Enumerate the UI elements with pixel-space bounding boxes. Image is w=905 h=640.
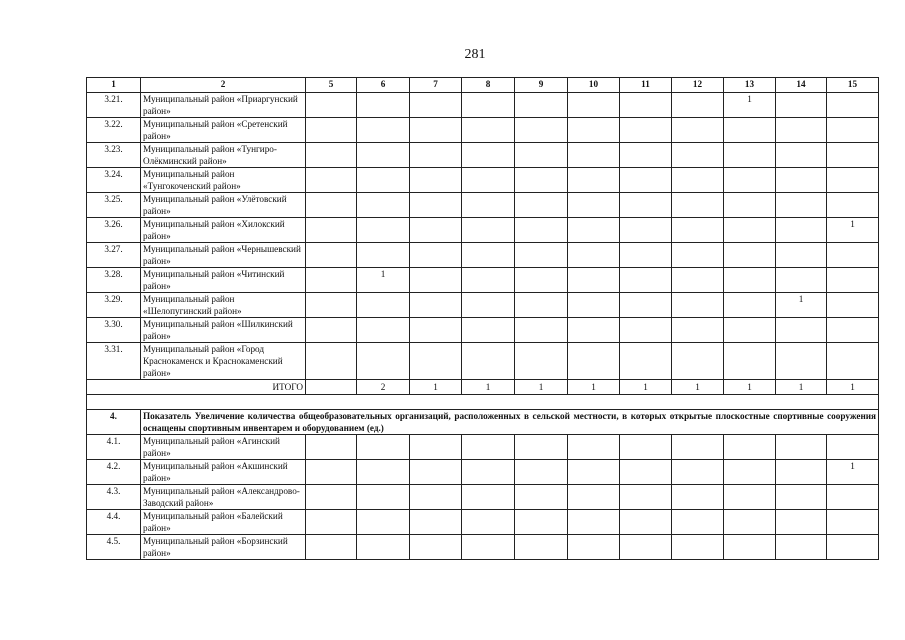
table-cell <box>776 193 827 218</box>
spacer-row <box>87 395 879 410</box>
table-cell <box>827 485 879 510</box>
table-cell <box>515 318 568 343</box>
column-header: 10 <box>568 78 620 93</box>
table-cell <box>724 268 776 293</box>
district-name: Муниципальный район «Хилокский район» <box>141 218 306 243</box>
table-row <box>87 510 879 535</box>
table-cell <box>357 243 410 268</box>
table-cell <box>620 268 672 293</box>
table-cell <box>306 343 357 380</box>
table-cell <box>620 510 672 535</box>
table-cell: 1 <box>462 380 515 395</box>
table-cell: 1 <box>515 380 568 395</box>
table-cell <box>357 193 410 218</box>
table-cell <box>568 218 620 243</box>
table-cell: 1 <box>568 380 620 395</box>
table-cell <box>568 293 620 318</box>
table-cell <box>306 243 357 268</box>
table-cell <box>410 318 462 343</box>
table-cell <box>776 535 827 560</box>
table-cell <box>672 460 724 485</box>
table-cell <box>568 193 620 218</box>
table-cell <box>515 243 568 268</box>
table-cell <box>568 435 620 460</box>
table-cell <box>357 293 410 318</box>
table-cell <box>306 168 357 193</box>
table-cell <box>827 93 879 118</box>
table-cell <box>620 193 672 218</box>
row-number: 3.24. <box>87 168 141 193</box>
table-cell <box>776 318 827 343</box>
table-cell: 1 <box>672 380 724 395</box>
table-cell <box>672 435 724 460</box>
table-cell <box>357 435 410 460</box>
table-cell <box>306 93 357 118</box>
table-cell <box>724 143 776 168</box>
table-cell <box>462 168 515 193</box>
table-row <box>87 343 879 380</box>
table-cell <box>410 168 462 193</box>
district-name: Муниципальный район «Агинский район» <box>141 435 306 460</box>
table-cell: 1 <box>724 93 776 118</box>
table-row <box>87 168 879 193</box>
table-cell <box>462 460 515 485</box>
row-number: 3.31. <box>87 343 141 380</box>
table-cell <box>357 93 410 118</box>
row-number: 4.3. <box>87 485 141 510</box>
table-cell <box>827 143 879 168</box>
table-cell <box>515 343 568 380</box>
table-cell <box>410 143 462 168</box>
table-cell <box>357 535 410 560</box>
table-cell <box>357 343 410 380</box>
table-cell <box>672 118 724 143</box>
row-number: 4.5. <box>87 535 141 560</box>
table-cell <box>568 268 620 293</box>
section-number: 4. <box>87 410 141 435</box>
table-cell <box>462 293 515 318</box>
table-cell <box>672 343 724 380</box>
table-row <box>87 268 879 293</box>
table-cell <box>515 93 568 118</box>
table-cell <box>620 343 672 380</box>
page-number: 281 <box>464 47 486 62</box>
table-cell: 2 <box>357 380 410 395</box>
table-cell <box>410 243 462 268</box>
table-row <box>87 460 879 485</box>
table-cell <box>515 268 568 293</box>
total-label: ИТОГО <box>87 380 306 395</box>
table-cell <box>462 218 515 243</box>
table-cell <box>724 460 776 485</box>
table-cell <box>462 535 515 560</box>
district-name: Муниципальный район «Приаргунский район» <box>141 93 306 118</box>
table-cell <box>568 460 620 485</box>
table-cell <box>462 243 515 268</box>
table-cell <box>515 193 568 218</box>
header-row <box>87 78 879 93</box>
district-name: Муниципальный район «Чернышевский район» <box>141 243 306 268</box>
table-cell <box>306 460 357 485</box>
table-cell <box>462 435 515 460</box>
table-cell <box>357 460 410 485</box>
district-name: Муниципальный район «Сретенский район» <box>141 118 306 143</box>
table-cell <box>724 485 776 510</box>
row-number: 4.4. <box>87 510 141 535</box>
district-name: Муниципальный район «Акшинский район» <box>141 460 306 485</box>
table-cell <box>724 318 776 343</box>
table-cell: 1 <box>620 380 672 395</box>
table-cell <box>827 118 879 143</box>
table-row <box>87 93 879 118</box>
table-cell <box>306 118 357 143</box>
table-cell <box>410 193 462 218</box>
table-cell <box>306 143 357 168</box>
row-number: 3.22. <box>87 118 141 143</box>
table-cell <box>724 243 776 268</box>
table-row <box>87 243 879 268</box>
table-row <box>87 485 879 510</box>
table-cell <box>306 318 357 343</box>
table-cell <box>672 510 724 535</box>
table-cell <box>776 243 827 268</box>
table-cell <box>515 535 568 560</box>
row-number: 3.21. <box>87 93 141 118</box>
table-cell <box>776 460 827 485</box>
table-cell <box>357 218 410 243</box>
table-cell <box>515 435 568 460</box>
table-cell <box>620 143 672 168</box>
table-cell: 1 <box>776 380 827 395</box>
table-cell <box>568 243 620 268</box>
row-number: 3.23. <box>87 143 141 168</box>
district-name: Муниципальный район «Улётовский район» <box>141 193 306 218</box>
column-header: 14 <box>776 78 827 93</box>
table-cell <box>776 343 827 380</box>
row-number: 3.29. <box>87 293 141 318</box>
table-cell <box>620 243 672 268</box>
table-cell <box>620 435 672 460</box>
district-name: Муниципальный район «Город Краснокаменск и Краснокаменский район» <box>141 343 306 380</box>
table-cell <box>672 193 724 218</box>
table-cell <box>462 93 515 118</box>
table-cell <box>306 218 357 243</box>
table-cell <box>357 318 410 343</box>
section-title: Показатель Увеличение количества общеобразовательных организаций, расположенных в сельской местности, в которых открытые плоскостные спортивные сооружения оснащены спортивным инвентарем и оборудованием (ед.) <box>141 410 879 435</box>
table-cell <box>724 535 776 560</box>
table-cell <box>462 268 515 293</box>
table-cell <box>672 168 724 193</box>
table-row <box>87 118 879 143</box>
table-row <box>87 143 879 168</box>
table-cell <box>672 93 724 118</box>
table-cell <box>776 268 827 293</box>
table-cell <box>827 343 879 380</box>
table-cell <box>620 460 672 485</box>
table-cell <box>827 168 879 193</box>
row-number: 3.27. <box>87 243 141 268</box>
table-cell <box>515 460 568 485</box>
table-cell <box>515 218 568 243</box>
column-header: 13 <box>724 78 776 93</box>
table-cell <box>672 143 724 168</box>
table-cell <box>515 143 568 168</box>
table-cell <box>410 510 462 535</box>
table-cell <box>568 118 620 143</box>
table-cell <box>620 293 672 318</box>
table-cell <box>410 93 462 118</box>
total-row <box>87 380 879 395</box>
table-cell <box>672 293 724 318</box>
table-cell: 1 <box>827 218 879 243</box>
table-cell <box>620 118 672 143</box>
table-cell <box>306 193 357 218</box>
district-name: Муниципальный район «Читинский район» <box>141 268 306 293</box>
table-cell <box>357 485 410 510</box>
column-header: 15 <box>827 78 879 93</box>
row-number: 3.30. <box>87 318 141 343</box>
table-cell: 1 <box>776 293 827 318</box>
table-row <box>87 193 879 218</box>
table-cell <box>410 485 462 510</box>
table-cell <box>724 168 776 193</box>
table-cell <box>724 193 776 218</box>
table-cell <box>515 118 568 143</box>
table-cell <box>724 510 776 535</box>
table-cell <box>568 343 620 380</box>
table-row <box>87 318 879 343</box>
table-cell <box>776 485 827 510</box>
table-cell <box>306 435 357 460</box>
table-cell <box>462 485 515 510</box>
table-cell <box>410 118 462 143</box>
table-cell <box>410 460 462 485</box>
table-cell <box>515 293 568 318</box>
row-number: 4.1. <box>87 435 141 460</box>
table-cell <box>462 318 515 343</box>
table-cell <box>410 268 462 293</box>
table-cell <box>306 380 357 395</box>
table-cell <box>620 318 672 343</box>
section-row <box>87 410 879 435</box>
table-cell <box>827 293 879 318</box>
table-cell <box>827 193 879 218</box>
row-number: 3.28. <box>87 268 141 293</box>
table-cell <box>620 93 672 118</box>
column-header: 11 <box>620 78 672 93</box>
table-cell <box>462 343 515 380</box>
district-name: Муниципальный район «Тунгиро-Олёкминский район» <box>141 143 306 168</box>
table-cell <box>410 293 462 318</box>
table-cell <box>410 435 462 460</box>
table-cell <box>620 218 672 243</box>
table-cell <box>357 118 410 143</box>
table-cell <box>357 168 410 193</box>
table-cell <box>724 218 776 243</box>
table-cell <box>620 485 672 510</box>
table-cell <box>827 243 879 268</box>
column-header: 5 <box>306 78 357 93</box>
district-name: Муниципальный район «Борзинский район» <box>141 535 306 560</box>
table-cell <box>620 535 672 560</box>
district-name: Муниципальный район «Шелопугинский район» <box>141 293 306 318</box>
column-header: 9 <box>515 78 568 93</box>
table-cell <box>827 268 879 293</box>
table-cell <box>568 143 620 168</box>
column-header: 7 <box>410 78 462 93</box>
table-cell <box>568 510 620 535</box>
table-cell <box>568 168 620 193</box>
column-header: 2 <box>141 78 306 93</box>
column-header: 8 <box>462 78 515 93</box>
table-cell <box>357 510 410 535</box>
table-cell <box>724 435 776 460</box>
table-cell <box>462 143 515 168</box>
table-cell <box>776 93 827 118</box>
table-cell <box>672 243 724 268</box>
district-name: Муниципальный район «Александрово-Заводский район» <box>141 485 306 510</box>
table-cell <box>672 485 724 510</box>
table-cell <box>306 535 357 560</box>
table-cell <box>672 318 724 343</box>
table-cell <box>672 535 724 560</box>
table-cell <box>568 535 620 560</box>
table-cell <box>827 510 879 535</box>
table-cell <box>620 168 672 193</box>
row-number: 4.2. <box>87 460 141 485</box>
table-cell <box>724 343 776 380</box>
table-cell: 1 <box>827 380 879 395</box>
table-cell <box>776 218 827 243</box>
district-name: Муниципальный район «Шилкинский район» <box>141 318 306 343</box>
table-cell <box>462 118 515 143</box>
table-cell: 1 <box>724 380 776 395</box>
table-cell <box>306 485 357 510</box>
table-cell <box>776 118 827 143</box>
table-cell <box>462 510 515 535</box>
table-cell <box>306 268 357 293</box>
table-row <box>87 293 879 318</box>
table-cell <box>827 535 879 560</box>
table-row <box>87 535 879 560</box>
table-row <box>87 218 879 243</box>
table-cell: 1 <box>410 380 462 395</box>
table-cell <box>410 218 462 243</box>
table-cell <box>568 318 620 343</box>
table-cell <box>724 118 776 143</box>
row-number: 3.26. <box>87 218 141 243</box>
table-cell: 1 <box>357 268 410 293</box>
table-cell <box>357 143 410 168</box>
table-cell: 1 <box>827 460 879 485</box>
table-cell <box>672 268 724 293</box>
column-header: 1 <box>87 78 141 93</box>
table-cell <box>306 293 357 318</box>
table-cell <box>515 510 568 535</box>
table-cell <box>462 193 515 218</box>
district-name: Муниципальный район «Тунгокоченский район» <box>141 168 306 193</box>
table-cell <box>776 435 827 460</box>
table-cell <box>410 343 462 380</box>
table-cell <box>827 318 879 343</box>
table-cell <box>568 93 620 118</box>
table-cell <box>672 218 724 243</box>
row-number: 3.25. <box>87 193 141 218</box>
table-cell <box>776 143 827 168</box>
column-header: 6 <box>357 78 410 93</box>
table-row <box>87 435 879 460</box>
table-cell <box>776 168 827 193</box>
district-name: Муниципальный район «Балейский район» <box>141 510 306 535</box>
table-cell <box>306 510 357 535</box>
table-cell <box>515 168 568 193</box>
column-header: 12 <box>672 78 724 93</box>
table-cell <box>568 485 620 510</box>
table-cell <box>724 293 776 318</box>
table-cell <box>776 510 827 535</box>
table-cell <box>515 485 568 510</box>
table-cell <box>827 435 879 460</box>
data-table <box>86 77 879 560</box>
table-cell <box>410 535 462 560</box>
